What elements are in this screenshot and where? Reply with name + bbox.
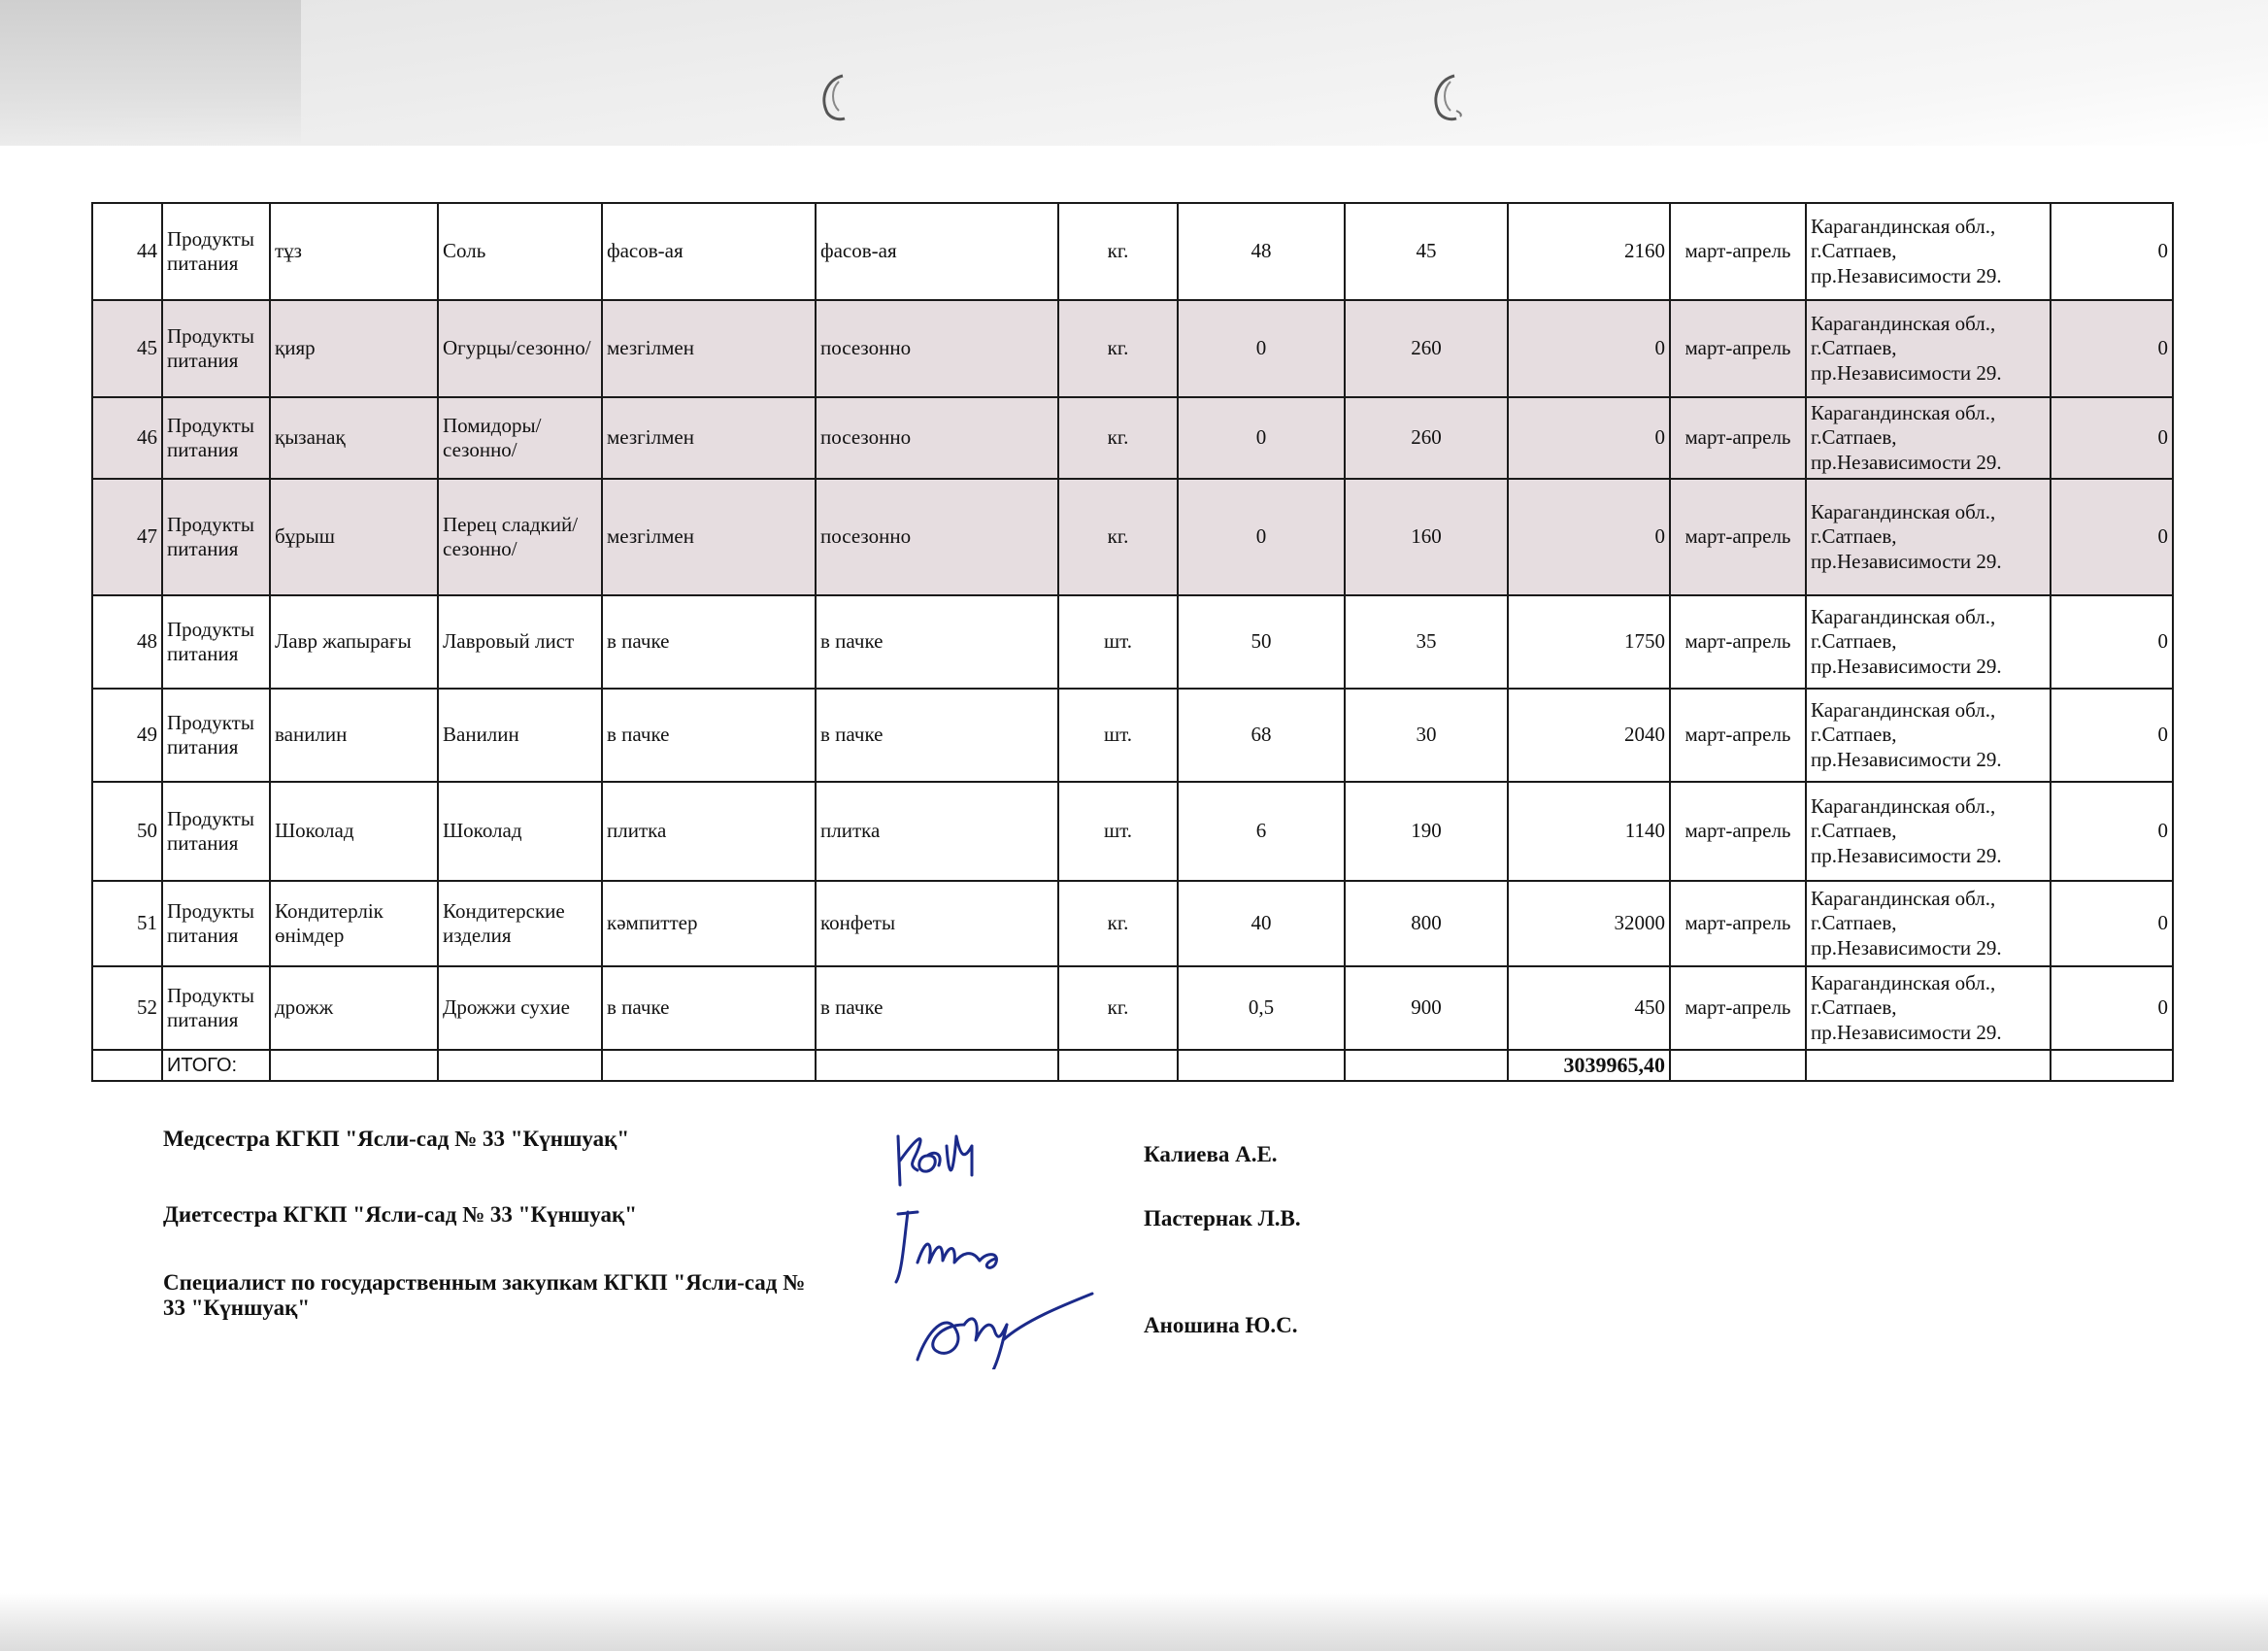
quantity-cell: 0,5 xyxy=(1178,966,1345,1050)
signature-position-2: Диетсестра КГКП "Ясли-сад № 33 "Күншуақ" xyxy=(163,1202,638,1227)
sum-cell: 450 xyxy=(1508,966,1670,1050)
name-kz-cell: бұрыш xyxy=(270,479,438,595)
advance-cell: 0 xyxy=(2051,397,2173,479)
address-cell: Карагандинская обл., г.Сатпаев, пр.Независимости 29. xyxy=(1806,881,2051,966)
sum-cell: 2040 xyxy=(1508,689,1670,782)
scan-bottom-shadow xyxy=(0,1593,2268,1651)
total-sum: 3039965,40 xyxy=(1508,1050,1670,1081)
advance-cell: 0 xyxy=(2051,300,2173,397)
sum-cell: 32000 xyxy=(1508,881,1670,966)
table-row xyxy=(92,397,2173,479)
pack-kz-cell: плитка xyxy=(602,782,816,881)
name-kz-cell: тұз xyxy=(270,203,438,300)
advance-cell: 0 xyxy=(2051,595,2173,689)
period-cell: март-апрель xyxy=(1670,595,1806,689)
row-number: 50 xyxy=(92,782,162,881)
price-cell: 35 xyxy=(1345,595,1508,689)
address-cell: Карагандинская обл., г.Сатпаев, пр.Независимости 29. xyxy=(1806,397,2051,479)
unit-cell: кг. xyxy=(1058,300,1178,397)
period-cell: март-апрель xyxy=(1670,479,1806,595)
unit-cell: кг. xyxy=(1058,966,1178,1050)
category-cell: Продукты питания xyxy=(162,689,270,782)
name-ru-cell: Лавровый лист xyxy=(438,595,602,689)
name-kz-cell: Лавр жапырағы xyxy=(270,595,438,689)
sum-cell: 0 xyxy=(1508,397,1670,479)
name-ru-cell: Соль xyxy=(438,203,602,300)
unit-cell: шт. xyxy=(1058,689,1178,782)
name-kz-cell: дрожж xyxy=(270,966,438,1050)
category-cell: Продукты питания xyxy=(162,300,270,397)
quantity-cell: 50 xyxy=(1178,595,1345,689)
name-ru-cell: Ванилин xyxy=(438,689,602,782)
period-cell: март-апрель xyxy=(1670,966,1806,1050)
category-cell: Продукты питания xyxy=(162,479,270,595)
name-ru-cell: Кондитерские изделия xyxy=(438,881,602,966)
signature-position-3: Специалист по государственным закупкам КГКП "Ясли-сад № 33 "Күншуақ" xyxy=(163,1270,806,1320)
scan-corner-shade xyxy=(0,0,301,146)
advance-cell: 0 xyxy=(2051,479,2173,595)
quantity-cell: 0 xyxy=(1178,479,1345,595)
period-cell: март-апрель xyxy=(1670,397,1806,479)
table-row xyxy=(92,300,2173,397)
pack-ru-cell: плитка xyxy=(816,782,1058,881)
category-cell: Продукты питания xyxy=(162,203,270,300)
name-ru-cell: Помидоры/сезонно/ xyxy=(438,397,602,479)
pack-ru-cell: в пачке xyxy=(816,689,1058,782)
quantity-cell: 0 xyxy=(1178,397,1345,479)
empty-cell xyxy=(1058,1050,1178,1081)
row-number: 52 xyxy=(92,966,162,1050)
unit-cell: кг. xyxy=(1058,203,1178,300)
price-cell: 900 xyxy=(1345,966,1508,1050)
category-cell: Продукты питания xyxy=(162,595,270,689)
sum-cell: 1750 xyxy=(1508,595,1670,689)
price-cell: 160 xyxy=(1345,479,1508,595)
pack-kz-cell: фасов-ая xyxy=(602,203,816,300)
name-ru-cell: Перец сладкий/сезонно/ xyxy=(438,479,602,595)
price-cell: 30 xyxy=(1345,689,1508,782)
address-cell: Карагандинская обл., г.Сатпаев, пр.Независимости 29. xyxy=(1806,966,2051,1050)
period-cell: март-апрель xyxy=(1670,782,1806,881)
total-row xyxy=(92,1050,2173,1081)
period-cell: март-апрель xyxy=(1670,881,1806,966)
unit-cell: кг. xyxy=(1058,881,1178,966)
quantity-cell: 68 xyxy=(1178,689,1345,782)
empty-cell xyxy=(816,1050,1058,1081)
price-cell: 45 xyxy=(1345,203,1508,300)
name-kz-cell: қияр xyxy=(270,300,438,397)
signature-name-1: Калиева А.Е. xyxy=(1144,1142,1278,1166)
total-label: ИТОГО: xyxy=(162,1050,270,1081)
category-cell: Продукты питания xyxy=(162,782,270,881)
pack-ru-cell: в пачке xyxy=(816,595,1058,689)
empty-cell xyxy=(1806,1050,2051,1081)
name-ru-cell: Огурцы/сезонно/ xyxy=(438,300,602,397)
address-cell: Карагандинская обл., г.Сатпаев, пр.Независимости 29. xyxy=(1806,595,2051,689)
quantity-cell: 48 xyxy=(1178,203,1345,300)
pack-ru-cell: фасов-ая xyxy=(816,203,1058,300)
advance-cell: 0 xyxy=(2051,689,2173,782)
category-cell: Продукты питания xyxy=(162,881,270,966)
row-number: 48 xyxy=(92,595,162,689)
advance-cell: 0 xyxy=(2051,203,2173,300)
quantity-cell: 0 xyxy=(1178,300,1345,397)
price-cell: 260 xyxy=(1345,397,1508,479)
period-cell: март-апрель xyxy=(1670,203,1806,300)
category-cell: Продукты питания xyxy=(162,397,270,479)
empty-cell xyxy=(602,1050,816,1081)
table-row xyxy=(92,966,2173,1050)
address-cell: Карагандинская обл., г.Сатпаев, пр.Независимости 29. xyxy=(1806,300,2051,397)
unit-cell: шт. xyxy=(1058,595,1178,689)
sum-cell: 0 xyxy=(1508,479,1670,595)
table-row xyxy=(92,203,2173,300)
name-ru-cell: Дрожжи сухие xyxy=(438,966,602,1050)
address-cell: Карагандинская обл., г.Сатпаев, пр.Независимости 29. xyxy=(1806,782,2051,881)
row-number: 44 xyxy=(92,203,162,300)
period-cell: март-апрель xyxy=(1670,689,1806,782)
pack-ru-cell: конфеты xyxy=(816,881,1058,966)
pack-kz-cell: мезгілмен xyxy=(602,300,816,397)
pack-ru-cell: посезонно xyxy=(816,479,1058,595)
punch-hole-mark xyxy=(1418,68,1476,126)
price-cell: 190 xyxy=(1345,782,1508,881)
row-number: 51 xyxy=(92,881,162,966)
pack-kz-cell: в пачке xyxy=(602,595,816,689)
unit-cell: кг. xyxy=(1058,479,1178,595)
punch-hole-mark xyxy=(806,68,864,126)
address-cell: Карагандинская обл., г.Сатпаев, пр.Независимости 29. xyxy=(1806,689,2051,782)
pack-kz-cell: в пачке xyxy=(602,689,816,782)
procurement-table xyxy=(91,202,2174,1082)
row-number: 45 xyxy=(92,300,162,397)
pack-kz-cell: мезгілмен xyxy=(602,479,816,595)
name-kz-cell: ванилин xyxy=(270,689,438,782)
period-cell: март-апрель xyxy=(1670,300,1806,397)
row-number: 47 xyxy=(92,479,162,595)
name-ru-cell: Шоколад xyxy=(438,782,602,881)
quantity-cell: 6 xyxy=(1178,782,1345,881)
price-cell: 260 xyxy=(1345,300,1508,397)
signature-name-3: Аношина Ю.С. xyxy=(1144,1313,1298,1337)
empty-cell xyxy=(2051,1050,2173,1081)
sum-cell: 0 xyxy=(1508,300,1670,397)
pack-ru-cell: посезонно xyxy=(816,397,1058,479)
empty-cell xyxy=(92,1050,162,1081)
category-cell: Продукты питания xyxy=(162,966,270,1050)
name-kz-cell: қызанақ xyxy=(270,397,438,479)
pack-kz-cell: мезгілмен xyxy=(602,397,816,479)
empty-cell xyxy=(1345,1050,1508,1081)
signature-name-2: Пастернак Л.В. xyxy=(1144,1206,1301,1230)
handwritten-signatures xyxy=(879,1117,1112,1369)
scan-top-shadow xyxy=(0,0,2268,146)
name-kz-cell: Кондитерлік өнімдер xyxy=(270,881,438,966)
empty-cell xyxy=(438,1050,602,1081)
address-cell: Карагандинская обл., г.Сатпаев, пр.Независимости 29. xyxy=(1806,203,2051,300)
table-row xyxy=(92,479,2173,595)
empty-cell xyxy=(270,1050,438,1081)
signature-position-1: Медсестра КГКП "Ясли-сад № 33 "Күншуақ" xyxy=(163,1127,630,1151)
sum-cell: 2160 xyxy=(1508,203,1670,300)
sum-cell: 1140 xyxy=(1508,782,1670,881)
pack-kz-cell: кәмпиттер xyxy=(602,881,816,966)
pack-ru-cell: в пачке xyxy=(816,966,1058,1050)
name-kz-cell: Шоколад xyxy=(270,782,438,881)
table-row xyxy=(92,881,2173,966)
table-row xyxy=(92,782,2173,881)
row-number: 49 xyxy=(92,689,162,782)
price-cell: 800 xyxy=(1345,881,1508,966)
pack-ru-cell: посезонно xyxy=(816,300,1058,397)
table-row xyxy=(92,595,2173,689)
unit-cell: кг. xyxy=(1058,397,1178,479)
row-number: 46 xyxy=(92,397,162,479)
table-row xyxy=(92,689,2173,782)
advance-cell: 0 xyxy=(2051,966,2173,1050)
quantity-cell: 40 xyxy=(1178,881,1345,966)
address-cell: Карагандинская обл., г.Сатпаев, пр.Независимости 29. xyxy=(1806,479,2051,595)
unit-cell: шт. xyxy=(1058,782,1178,881)
advance-cell: 0 xyxy=(2051,782,2173,881)
empty-cell xyxy=(1178,1050,1345,1081)
pack-kz-cell: в пачке xyxy=(602,966,816,1050)
advance-cell: 0 xyxy=(2051,881,2173,966)
empty-cell xyxy=(1670,1050,1806,1081)
